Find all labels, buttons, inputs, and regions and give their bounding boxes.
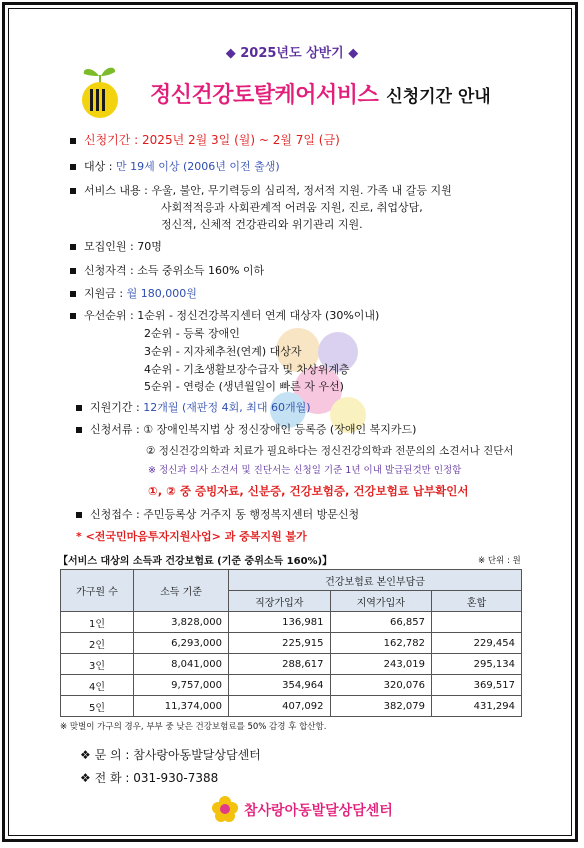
cell-household: 2인 bbox=[61, 633, 134, 654]
service-line-1: 우울, 불안, 무기력등의 심리적, 정서적 지원. 가족 내 갈등 지원 bbox=[151, 184, 452, 197]
recruit-text: 모집인원 : 70명 bbox=[84, 240, 162, 253]
bullet-icon bbox=[70, 164, 76, 170]
cell-mixed bbox=[432, 612, 522, 633]
duration-value: 12개월 (재판정 4회, 최대 60개월) bbox=[143, 401, 311, 414]
cell-workplace: 136,981 bbox=[229, 612, 331, 633]
cell-regional: 243,019 bbox=[330, 654, 432, 675]
cell-household: 5인 bbox=[61, 696, 134, 717]
docs-item bbox=[76, 421, 416, 437]
bullet-icon bbox=[70, 138, 76, 144]
warning-text: * <전국민마음투자지원사업> 과 중복지원 불가 bbox=[76, 530, 307, 543]
cell-income: 11,374,000 bbox=[134, 696, 229, 717]
col-income: 소득 기준 bbox=[134, 570, 229, 612]
sprout-logo-icon bbox=[72, 62, 130, 120]
bullet-icon bbox=[70, 188, 76, 194]
flower-logo-icon bbox=[210, 794, 240, 824]
table-row bbox=[61, 654, 522, 675]
footer-org-name: 참사랑아동발달상담센터 bbox=[244, 803, 393, 819]
period-text: 신청기간 : 2025년 2월 3일 (월) ~ 2월 7일 (금) bbox=[84, 133, 340, 147]
cell-income: 3,828,000 bbox=[134, 612, 229, 633]
priority-3: 3순위 - 지자체추천(연계) 대상자 bbox=[144, 345, 302, 358]
target-item bbox=[70, 158, 280, 174]
col-regional: 지역가입자 bbox=[330, 591, 432, 612]
cell-regional: 382,079 bbox=[330, 696, 432, 717]
apply-text: 신청접수 : 주민등록상 거주지 동 행정복지센터 방문신청 bbox=[90, 508, 360, 521]
cell-mixed: 369,517 bbox=[432, 675, 522, 696]
cell-income: 6,293,000 bbox=[134, 633, 229, 654]
bullet-icon bbox=[70, 313, 76, 319]
docs-label: 신청서류 : bbox=[90, 423, 144, 436]
cell-workplace: 354,964 bbox=[229, 675, 331, 696]
docs-1: ① 장애인복지법 상 정신장애인 등록증 (장애인 복지카드) bbox=[143, 423, 417, 436]
docs-note: ※ 정신과 의사 소견서 및 진단서는 신청일 기준 1년 이내 발급된것만 인정함 bbox=[148, 465, 462, 476]
cell-regional: 66,857 bbox=[330, 612, 432, 633]
service-line-2: 사회적적응과 사회관계적 어려움 지원, 진로, 취업상담, bbox=[161, 201, 423, 214]
priority-2: 2순위 - 등록 장애인 bbox=[144, 327, 240, 340]
title bbox=[150, 78, 491, 109]
duration-item bbox=[76, 399, 311, 415]
cell-household: 1인 bbox=[61, 612, 134, 633]
priority-item bbox=[70, 307, 379, 323]
cell-regional: 162,782 bbox=[330, 633, 432, 654]
subtitle: ◆ 2025년도 상반기 ◆ bbox=[225, 46, 359, 61]
contact-inquiry: ❖ 문 의 : 참사랑아동발달상담센터 bbox=[80, 748, 261, 762]
priority-4: 4순위 - 기초생활보장수급자 및 차상위계층 bbox=[144, 363, 350, 376]
contact-phone: ❖ 전 화 : 031-930-7388 bbox=[80, 771, 219, 785]
support-label: 지원금 : bbox=[84, 287, 127, 300]
cell-mixed: 431,294 bbox=[432, 696, 522, 717]
priority-5: 5순위 - 연령순 (생년월일이 빠른 자 우선) bbox=[144, 380, 344, 393]
cell-regional: 320,076 bbox=[330, 675, 432, 696]
recruit-item bbox=[70, 238, 162, 254]
bullet-icon bbox=[70, 291, 76, 297]
duration-label: 지원기간 : bbox=[90, 401, 144, 414]
period-item bbox=[70, 131, 340, 148]
bullet-icon bbox=[76, 512, 82, 518]
bullet-icon bbox=[70, 244, 76, 250]
col-mixed: 혼합 bbox=[432, 591, 522, 612]
income-table bbox=[60, 569, 522, 717]
cell-household: 3인 bbox=[61, 654, 134, 675]
target-label: 대상 : bbox=[84, 160, 116, 173]
service-item bbox=[70, 182, 452, 198]
table-unit: ※ 단위 : 원 bbox=[478, 556, 521, 566]
service-line-3: 정신적, 신체적 건강관리와 위기관리 지원. bbox=[161, 218, 363, 231]
table-row bbox=[61, 633, 522, 654]
docs-2: ② 정신건강의학과 치료가 필요하다는 정신건강의학과 전문의의 소견서나 진단서 bbox=[146, 445, 514, 457]
apply-item bbox=[76, 506, 359, 522]
qualification-text: 신청자격 : 소득 중위소득 160% 이하 bbox=[84, 264, 265, 277]
bullet-icon bbox=[70, 268, 76, 274]
table-row bbox=[61, 696, 522, 717]
cell-workplace: 288,617 bbox=[229, 654, 331, 675]
title-main: 정신건강토탈케어서비스 bbox=[150, 83, 379, 108]
col-household: 가구원 수 bbox=[61, 570, 134, 612]
table-header-row bbox=[61, 570, 522, 591]
target-value: 만 19세 이상 (2006년 이전 출생) bbox=[115, 160, 280, 173]
bullet-icon bbox=[76, 427, 82, 433]
priority-label: 우선순위 : bbox=[84, 309, 138, 322]
bullet-icon bbox=[76, 405, 82, 411]
priority-1: 1순위 - 정신건강복지센터 연계 대상자 (30%이내) bbox=[137, 309, 380, 322]
cell-workplace: 225,915 bbox=[229, 633, 331, 654]
table-caption: 【서비스 대상의 소득과 건강보험료 (기준 중위소득 160%)】 bbox=[58, 556, 333, 567]
title-tail: 신청기간 안내 bbox=[386, 87, 491, 107]
support-item bbox=[70, 285, 197, 301]
cell-mixed: 295,134 bbox=[432, 654, 522, 675]
cell-income: 8,041,000 bbox=[134, 654, 229, 675]
table-row bbox=[61, 675, 522, 696]
col-workplace: 직장가입자 bbox=[229, 591, 331, 612]
qualification-item bbox=[70, 262, 264, 278]
service-label: 서비스 내용 : bbox=[84, 184, 152, 197]
table-footnote: ※ 맞벌이 가구의 경우, 부부 중 낮은 건강보험료를 50% 감경 후 합산함. bbox=[60, 722, 327, 732]
cell-workplace: 407,092 bbox=[229, 696, 331, 717]
col-insurance: 건강보험료 본인부담금 bbox=[229, 570, 522, 591]
support-value: 월 180,000원 bbox=[126, 287, 197, 300]
cell-income: 9,757,000 bbox=[134, 675, 229, 696]
cell-household: 4인 bbox=[61, 675, 134, 696]
docs-extra: ①, ② 중 증빙자료, 신분증, 건강보험증, 건강보험료 납부확인서 bbox=[148, 484, 469, 498]
table-row bbox=[61, 612, 522, 633]
cell-mixed: 229,454 bbox=[432, 633, 522, 654]
